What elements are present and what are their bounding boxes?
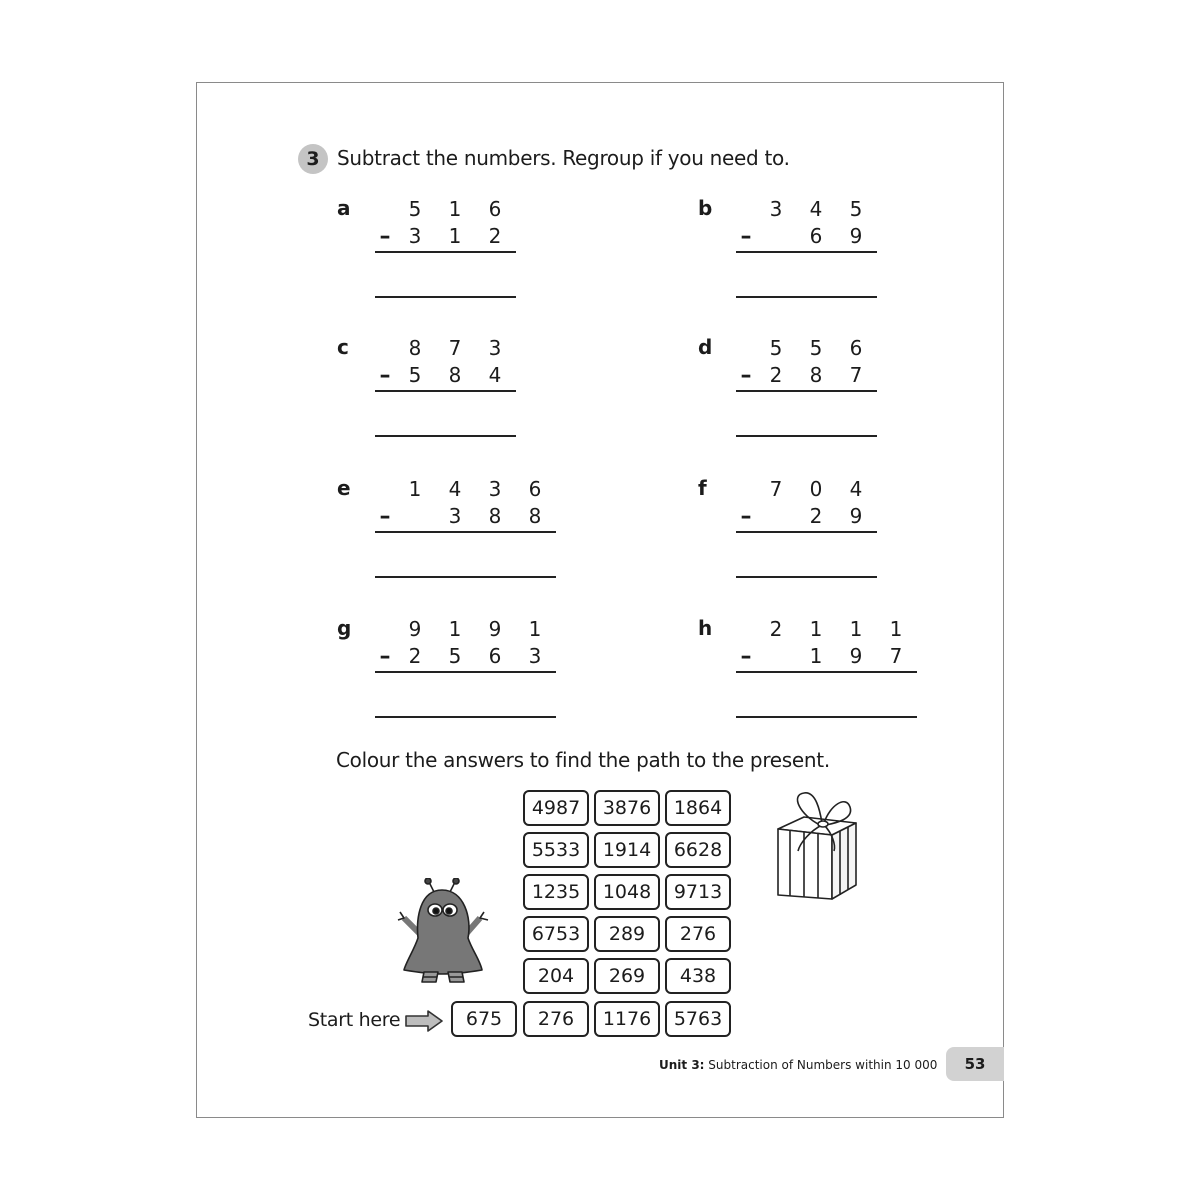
digit: 3	[528, 644, 542, 668]
sum-line	[375, 251, 516, 253]
question-number-badge: 3	[298, 144, 328, 174]
problem-letter: c	[337, 335, 349, 359]
sum-line	[375, 671, 556, 673]
digit: 1	[809, 617, 823, 641]
digit: 8	[488, 504, 502, 528]
minus-sign: –	[740, 224, 752, 249]
minuend-row	[375, 335, 516, 362]
minuend-row	[375, 476, 556, 503]
start-cell[interactable]: 675	[451, 1001, 517, 1037]
path-cell[interactable]: 6753	[523, 916, 589, 952]
sum-line	[375, 531, 556, 533]
page-number: 53	[946, 1047, 1004, 1081]
start-here-label: Start here	[308, 1009, 401, 1031]
path-cell[interactable]: 3876	[594, 790, 660, 826]
sum-line	[375, 390, 516, 392]
problem-letter: g	[337, 616, 352, 640]
subtrahend-row	[375, 223, 516, 250]
problem-letter: f	[698, 476, 707, 500]
subtrahend-row	[736, 503, 877, 530]
digit: 2	[809, 504, 823, 528]
answer-line[interactable]	[736, 296, 877, 298]
sum-line	[736, 251, 877, 253]
answer-line[interactable]	[375, 296, 516, 298]
problem-body	[375, 196, 516, 250]
problem-letter: d	[698, 335, 713, 359]
path-cell[interactable]: 1176	[594, 1001, 660, 1037]
digit: 1	[889, 617, 903, 641]
problem-letter: e	[337, 476, 351, 500]
problem-body	[736, 476, 877, 530]
digit: 6	[488, 197, 502, 221]
minus-sign: –	[379, 644, 391, 669]
digit: 4	[488, 363, 502, 387]
answer-line[interactable]	[375, 716, 556, 718]
digit: 8	[809, 363, 823, 387]
digit: 1	[528, 617, 542, 641]
answer-line[interactable]	[375, 576, 556, 578]
problem-letter: b	[698, 196, 713, 220]
digit: 0	[809, 477, 823, 501]
minus-sign: –	[740, 363, 752, 388]
digit: 1	[448, 224, 462, 248]
footer-unit-title	[659, 1058, 937, 1072]
minuend-row	[736, 476, 877, 503]
path-cell[interactable]: 1914	[594, 832, 660, 868]
minus-sign: –	[740, 504, 752, 529]
subtrahend-row	[375, 643, 556, 670]
digit: 3	[488, 477, 502, 501]
path-cell[interactable]: 6628	[665, 832, 731, 868]
problem-body	[736, 335, 877, 389]
digit: 5	[809, 336, 823, 360]
problem-body	[375, 335, 516, 389]
monster-illustration	[394, 878, 494, 986]
digit: 9	[849, 224, 863, 248]
digit: 5	[408, 363, 422, 387]
sum-line	[736, 671, 917, 673]
digit: 9	[408, 617, 422, 641]
minuend-row	[736, 196, 877, 223]
digit: 3	[408, 224, 422, 248]
digit: 2	[408, 644, 422, 668]
digit: 9	[849, 644, 863, 668]
digit: 5	[408, 197, 422, 221]
digit: 3	[448, 504, 462, 528]
answer-line[interactable]	[375, 435, 516, 437]
digit: 5	[849, 197, 863, 221]
path-cell[interactable]: 269	[594, 958, 660, 994]
digit: 7	[769, 477, 783, 501]
minuend-row	[375, 196, 516, 223]
digit: 9	[849, 504, 863, 528]
digit: 5	[448, 644, 462, 668]
footer-unit-name: Subtraction of Numbers within 10 000	[708, 1058, 938, 1072]
sum-line	[736, 390, 877, 392]
digit: 7	[889, 644, 903, 668]
minuend-row	[375, 616, 556, 643]
digit: 8	[528, 504, 542, 528]
path-cell[interactable]: 276	[523, 1001, 589, 1037]
digit: 6	[488, 644, 502, 668]
gift-box-icon	[770, 785, 862, 901]
path-instruction: Colour the answers to find the path to the present.	[336, 748, 830, 772]
minus-sign: –	[379, 224, 391, 249]
path-cell[interactable]: 5533	[523, 832, 589, 868]
digit: 4	[448, 477, 462, 501]
digit: 3	[488, 336, 502, 360]
path-cell[interactable]: 1048	[594, 874, 660, 910]
problem-letter: a	[337, 196, 351, 220]
problem-body	[736, 616, 917, 670]
problem-body	[375, 476, 556, 530]
problem-body	[736, 196, 877, 250]
subtrahend-row	[375, 362, 516, 389]
answer-line[interactable]	[736, 576, 877, 578]
subtrahend-row	[736, 223, 877, 250]
path-cell[interactable]: 276	[665, 916, 731, 952]
digit: 2	[769, 617, 783, 641]
digit: 1	[849, 617, 863, 641]
digit: 5	[769, 336, 783, 360]
path-cell[interactable]: 438	[665, 958, 731, 994]
digit: 2	[769, 363, 783, 387]
digit: 1	[408, 477, 422, 501]
digit: 1	[448, 617, 462, 641]
minus-sign: –	[379, 504, 391, 529]
digit: 3	[769, 197, 783, 221]
path-cell[interactable]: 204	[523, 958, 589, 994]
path-cell[interactable]: 9713	[665, 874, 731, 910]
digit: 9	[488, 617, 502, 641]
footer-unit-label: Unit 3:	[659, 1058, 705, 1072]
subtrahend-row	[736, 362, 877, 389]
digit: 1	[448, 197, 462, 221]
right-arrow-icon	[404, 1009, 444, 1033]
problem-letter: h	[698, 616, 713, 640]
digit: 7	[849, 363, 863, 387]
problem-body	[375, 616, 556, 670]
digit: 4	[809, 197, 823, 221]
digit: 7	[448, 336, 462, 360]
sum-line	[736, 531, 877, 533]
path-cell[interactable]: 4987	[523, 790, 589, 826]
minus-sign: –	[379, 363, 391, 388]
digit: 1	[809, 644, 823, 668]
digit: 6	[528, 477, 542, 501]
answer-line[interactable]	[736, 435, 877, 437]
digit: 8	[448, 363, 462, 387]
question-instruction: Subtract the numbers. Regroup if you need to.	[337, 146, 790, 170]
path-cell[interactable]: 1235	[523, 874, 589, 910]
digit: 6	[809, 224, 823, 248]
subtrahend-row	[736, 643, 917, 670]
digit: 4	[849, 477, 863, 501]
minuend-row	[736, 335, 877, 362]
path-cell[interactable]: 289	[594, 916, 660, 952]
digit: 6	[849, 336, 863, 360]
minuend-row	[736, 616, 917, 643]
digit: 8	[408, 336, 422, 360]
answer-line[interactable]	[736, 716, 917, 718]
subtrahend-row	[375, 503, 556, 530]
digit: 2	[488, 224, 502, 248]
minus-sign: –	[740, 644, 752, 669]
path-cell[interactable]: 1864	[665, 790, 731, 826]
path-cell[interactable]: 5763	[665, 1001, 731, 1037]
